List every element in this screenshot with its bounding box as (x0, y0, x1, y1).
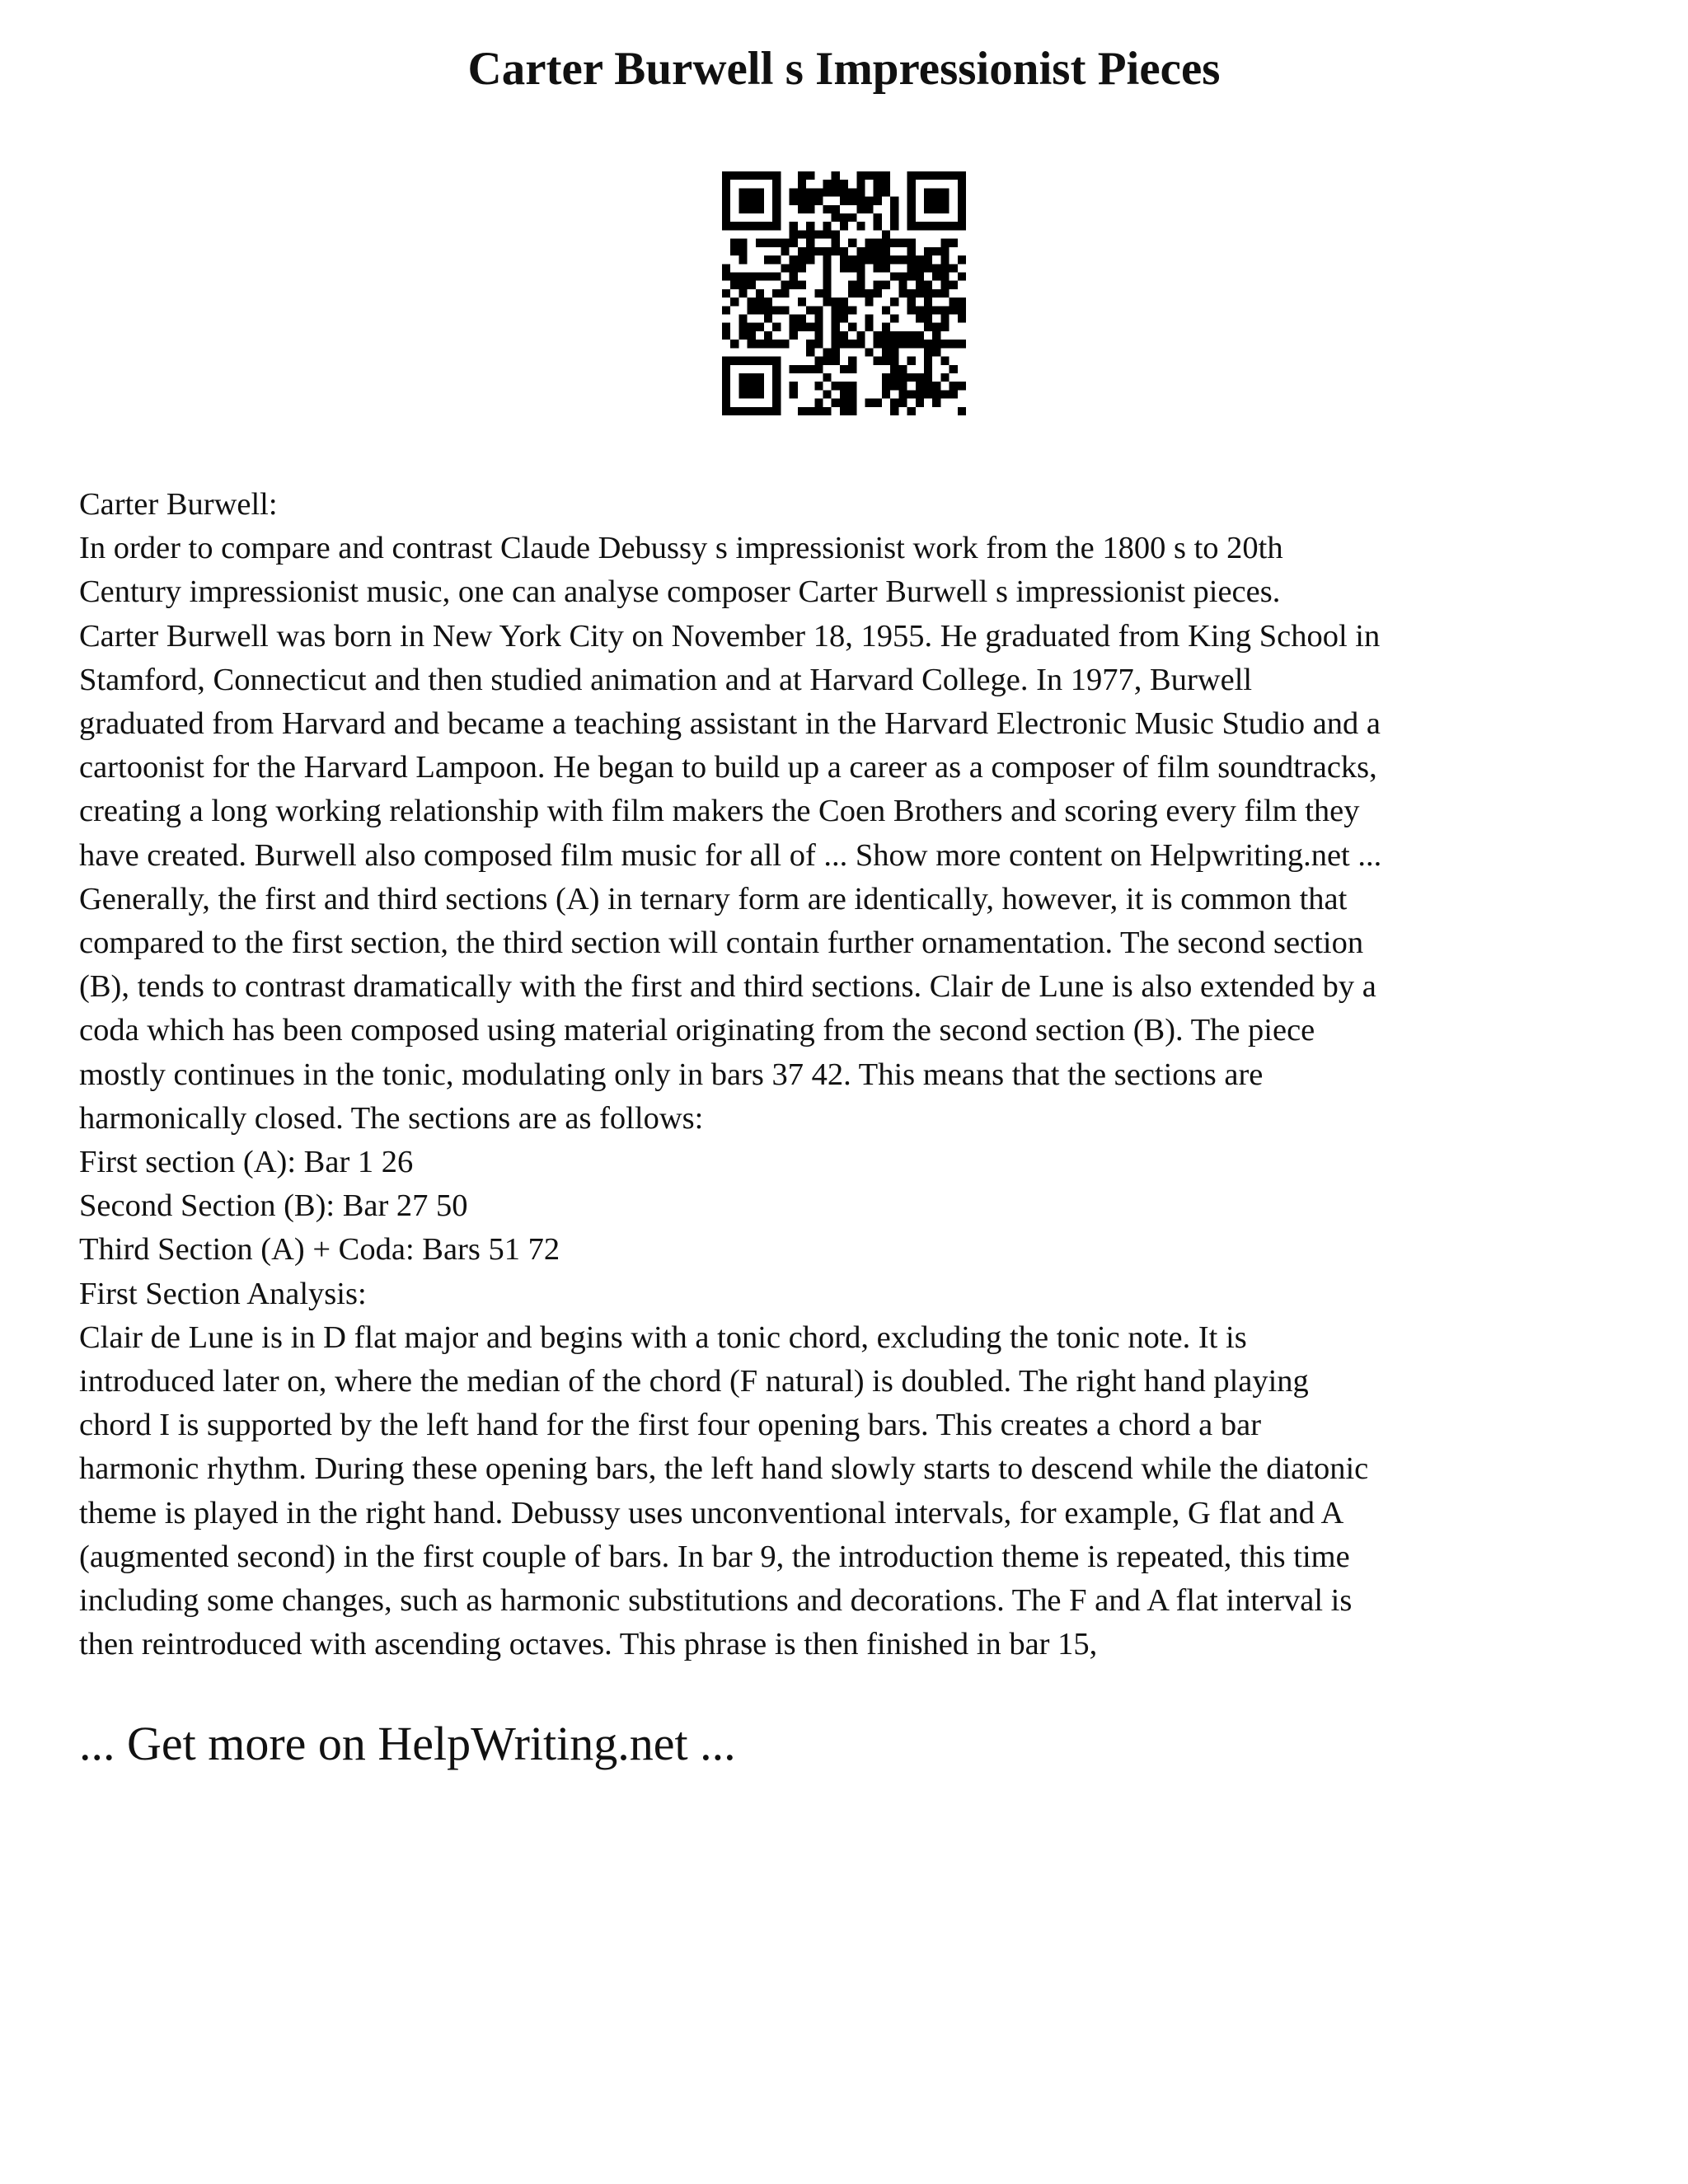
body-line: harmonic rhythm. During these opening bars, the left hand slowly starts to descend while the diatonic (79, 1451, 1369, 1487)
body-line: Stamford, Connecticut and then studied animation and at Harvard College. In 1977, Burwell (79, 662, 1253, 697)
body-line: Carter Burwell: (79, 487, 278, 522)
body-line: (augmented second) in the first couple of bars. In bar 9, the introduction theme is repeated, this time (79, 1539, 1350, 1574)
body-line: then reintroduced with ascending octaves. This phrase is then finished in bar 15, (79, 1627, 1098, 1662)
body-line: Carter Burwell was born in New York City on November 18, 1955. He graduated from King School in (79, 618, 1381, 654)
get-more-link[interactable]: ... Get more on HelpWriting.net ... (79, 1717, 736, 1770)
body-line: mostly continues in the tonic, modulating only in bars 37 42. This means that the sections are (79, 1057, 1264, 1092)
body-line: graduated from Harvard and became a teaching assistant in the Harvard Electronic Music Studio and a (79, 706, 1381, 742)
body-line: introduced later on, where the median of the chord (F natural) is doubled. The right hand playing (79, 1364, 1309, 1399)
body-line: coda which has been composed using material originating from the second section (B). The piece (79, 1013, 1315, 1048)
body-line: harmonically closed. The sections are as follows: (79, 1100, 704, 1136)
qr-code-icon (722, 171, 966, 415)
body-line: chord I is supported by the left hand for the first four opening bars. This creates a chord a bar (79, 1408, 1262, 1443)
body-line: creating a long working relationship with film makers the Coen Brothers and scoring every film they (79, 794, 1360, 829)
body-line: cartoonist for the Harvard Lampoon. He began to build up a career as a composer of film soundtracks, (79, 750, 1377, 785)
body-line: In order to compare and contrast Claude Debussy s impressionist work from the 1800 s to 20th (79, 531, 1283, 566)
body-line: First Section Analysis: (79, 1276, 367, 1311)
body-line: theme is played in the right hand. Debussy uses unconventional intervals, for example, G flat and A (79, 1495, 1344, 1530)
article-body (79, 483, 1629, 1666)
body-line: Clair de Lune is in D flat major and begins with a tonic chord, excluding the tonic note. It is (79, 1319, 1247, 1355)
body-line: Second Section (B): Bar 27 50 (79, 1188, 468, 1224)
body-line: compared to the first section, the third section will contain further ornamentation. The second section (79, 926, 1364, 961)
body-line: Generally, the first and third sections (A) in ternary form are identically, however, it is common that (79, 881, 1348, 916)
body-line: Century impressionist music, one can analyse composer Carter Burwell s impressionist pieces. (79, 574, 1281, 610)
body-line: Third Section (A) + Coda: Bars 51 72 (79, 1232, 560, 1268)
body-line: including some changes, such as harmonic substitutions and decorations. The F and A flat interval is (79, 1583, 1353, 1619)
body-line: First section (A): Bar 1 26 (79, 1145, 414, 1180)
page-title: Carter Burwell s Impressionist Pieces (467, 43, 1221, 95)
body-line: have created. Burwell also composed film music for all of ... Show more content on Helpwriting.net ... (79, 837, 1382, 873)
body-line: (B), tends to contrast dramatically with the first and third sections. Clair de Lune is also extended by a (79, 969, 1376, 1005)
